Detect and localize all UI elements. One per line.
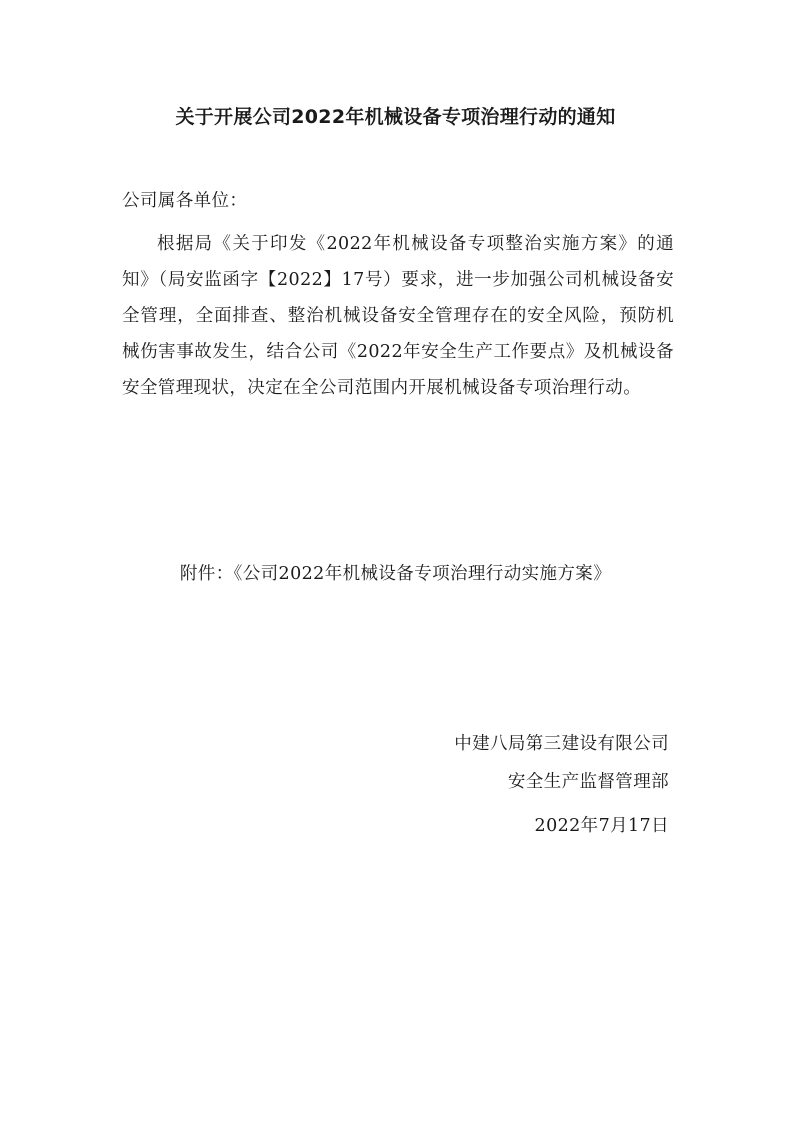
- document-title: 关于开展公司2022年机械设备专项治理行动的通知: [175, 106, 616, 128]
- salutation: 公司属各单位：: [122, 191, 248, 211]
- signature-organization: 中建八局第三建设有限公司: [454, 734, 669, 754]
- attachment-line: 附件：《公司2022年机械设备专项治理行动实施方案》: [179, 564, 612, 584]
- signature-date: 2022年7月17日: [534, 816, 669, 836]
- body-paragraph: 根据局《关于印发《2022年机械设备专项整治实施方案》的通知》（局安监函字【2022】17号）要求，进一步加强公司机械设备安全管理，全面排查、整治机械设备安全管理存在的安全风险，预防机械伤害事故发生，结合公司《2022年安全生产工作要点》及机械设备安全管理现状，决定在全公司范围内开展机械设备专项治理行动。: [122, 234, 674, 398]
- signature-department: 安全生产监督管理部: [507, 772, 669, 792]
